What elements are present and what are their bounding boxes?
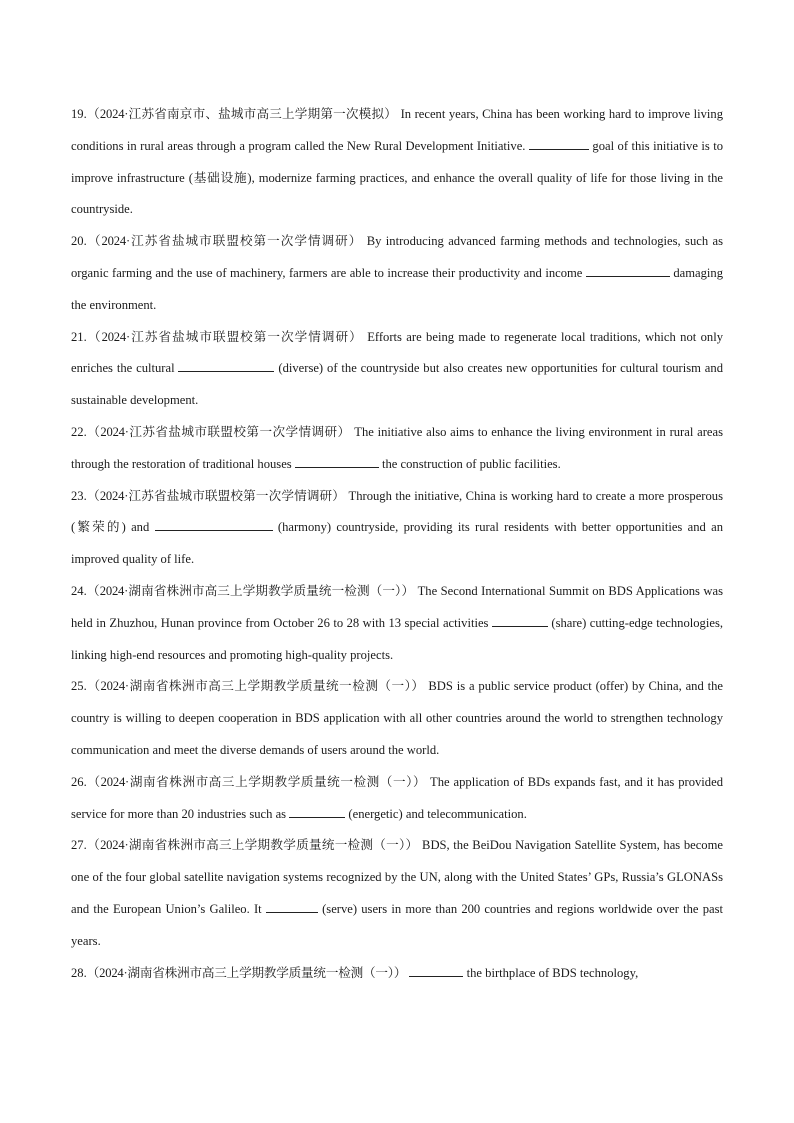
answer-blank[interactable]: [289, 805, 345, 818]
question-text: the birthplace of BDS technology,: [466, 965, 639, 980]
question-19: [71, 99, 723, 226]
answer-blank[interactable]: [586, 264, 670, 277]
question-text: (serve) users in more than 200 countries and regions worldwide over the past years.: [71, 901, 724, 948]
question-source: （2024·江苏省盐城市联盟校第一次学情调研）: [86, 424, 351, 439]
question-25: [71, 671, 723, 766]
question-source: （2024·湖南省株洲市高三上学期教学质量统一检测（一））: [86, 774, 427, 789]
question-text: the construction of public facilities.: [382, 456, 561, 471]
question-number: 19.: [71, 107, 87, 121]
question-source: （2024·湖南省株洲市高三上学期教学质量统一检测（一））: [86, 679, 425, 694]
question-number: 26.: [71, 774, 87, 789]
question-text: The initiative also aims to enhance the living environment in rural areas through the restoration of traditional houses: [71, 424, 723, 471]
question-source: （2024·湖南省株洲市高三上学期教学质量统一检测（一））: [86, 965, 407, 980]
question-21: [71, 322, 723, 417]
question-text: (share) cutting-edge technologies, linking high-end resources and promoting high-quality projects.: [71, 615, 723, 662]
question-source: （2024·江苏省盐城市联盟校第一次学情调研）: [86, 234, 363, 249]
answer-blank[interactable]: [266, 900, 318, 913]
document-page: [71, 99, 723, 989]
question-number: 22.: [71, 424, 87, 439]
question-text: Through the initiative, China is working hard to create a more prosperous (繁荣的) and: [71, 488, 723, 535]
answer-blank[interactable]: [155, 518, 273, 531]
question-number: 25.: [71, 679, 87, 694]
question-26: [71, 767, 723, 831]
question-text: damaging the environment.: [71, 265, 723, 312]
question-text: The Second International Summit on BDS Applications was held in Zhuzhou, Hunan province from October 26 to 28 with 13 special activities: [71, 583, 723, 630]
answer-blank[interactable]: [295, 455, 379, 468]
question-23: [71, 481, 723, 576]
question-source: （2024·江苏省盐城市联盟校第一次学情调研）: [86, 329, 363, 344]
question-number: 27.: [71, 838, 87, 853]
question-number: 28.: [71, 965, 87, 980]
question-22: [71, 417, 723, 481]
question-28: [71, 958, 723, 990]
answer-blank[interactable]: [178, 359, 274, 372]
question-number: 24.: [71, 583, 87, 598]
question-source: （2024·江苏省盐城市联盟校第一次学情调研）: [86, 488, 346, 503]
question-text: By introducing advanced farming methods and technologies, such as organic farming and the use of machinery, farmers are able to increase their productivity and income: [71, 234, 723, 280]
question-text: Efforts are being made to regenerate local traditions, which not only enriches the cultural: [71, 329, 724, 376]
question-number: 21.: [71, 329, 87, 344]
answer-blank[interactable]: [492, 614, 548, 627]
question-text: In recent years, China has been working hard to improve living conditions in rural areas through a program called the New Rural Development Initiative.: [71, 107, 724, 153]
question-number: 23.: [71, 488, 87, 503]
question-source: （2024·江苏省南京市、盐城市高三上学期第一次模拟）: [86, 107, 398, 121]
question-text: (harmony) countryside, providing its rural residents with better opportunities and an improved quality of life.: [71, 520, 723, 567]
answer-blank[interactable]: [409, 964, 463, 977]
question-text: goal of this initiative is to improve infrastructure (基础设施), modernize farming practices, and enhance the overall quality of life for those living in the countryside.: [71, 138, 724, 217]
question-20: [71, 226, 723, 321]
question-text: (diverse) of the countryside but also creates new opportunities for cultural tourism and sustainable development.: [71, 361, 723, 408]
question-number: 20.: [71, 234, 87, 249]
question-text: (energetic) and telecommunication.: [348, 806, 527, 821]
question-source: （2024·湖南省株洲市高三上学期教学质量统一检测（一））: [86, 583, 415, 598]
question-text: The application of BDs expands fast, and it has provided service for more than 20 industries such as: [71, 774, 723, 821]
question-source: （2024·湖南省株洲市高三上学期教学质量统一检测（一））: [86, 838, 419, 853]
answer-blank[interactable]: [529, 137, 589, 150]
question-27: [71, 830, 723, 957]
question-text: BDS, the BeiDou Navigation Satellite System, has become one of the four global satellite navigation systems recognized by the UN, along with the United States’ GPs, Russia’s GLONASs and the European Union’s Galileo. It: [71, 838, 723, 916]
question-text: BDS is a public service product (offer) by China, and the country is willing to deepen cooperation in BDS application with all other countries around the world to strengthen technology communication and meet the diverse demands of users around the world.: [71, 679, 723, 757]
question-24: [71, 576, 723, 671]
